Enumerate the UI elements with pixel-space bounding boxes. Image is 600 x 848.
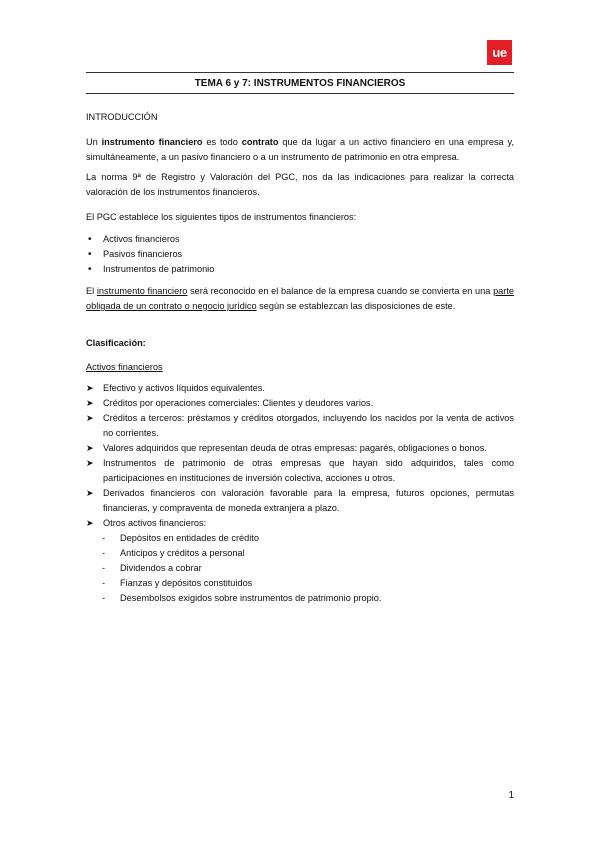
list-item: - Dividendos a cobrar (86, 561, 514, 576)
intro-paragraph-2: La norma 9ª de Registro y Valoración del PGC, nos da las indicaciones para realizar la correcta valoración de los instrumentos financieros. (86, 172, 514, 197)
page-number: 1 (508, 790, 514, 801)
list-item: ➤ Otros activos financieros: (86, 516, 514, 531)
arrow-bullet-icon: ➤ (86, 398, 94, 408)
list-item: - Fianzas y depósitos constituidos (86, 576, 514, 591)
document-title: TEMA 6 y 7: INSTRUMENTOS FINANCIEROS (194, 78, 406, 89)
classification-heading: Clasificación: (86, 338, 146, 348)
arrow-bullet-icon: ➤ (86, 458, 94, 468)
list-item: - Anticipos y créditos a personal (86, 546, 514, 561)
list-item: ➤ Efectivo y activos líquidos equivalentes. (86, 381, 514, 396)
list-item: ➤ Valores adquiridos que representan deuda de otras empresas: pagarés, obligaciones o bonos. (86, 441, 514, 456)
list-item: • Activos financieros (86, 232, 514, 247)
dash-bullet: - (102, 593, 106, 603)
list-item: ➤ Créditos por operaciones comerciales: Clientes y deudores varios. (86, 396, 514, 411)
ue-logo: ue (487, 40, 512, 65)
instrument-types-list (86, 232, 514, 277)
header-rule-top (86, 72, 514, 73)
list-item: ➤ Instrumentos de patrimonio de otras empresas que hayan sido adquiridos, tales como participaciones en instituciones de inversión colectiva, acciones u otros. (86, 458, 514, 483)
dash-bullet: - (102, 548, 106, 558)
arrow-bullet-icon: ➤ (86, 383, 94, 393)
list-item: - Desembolsos exigidos sobre instrumentos de patrimonio propio. (86, 591, 514, 606)
arrow-bullet-icon: ➤ (86, 488, 94, 498)
list-item: - Depósitos en entidades de crédito (86, 531, 514, 546)
financial-assets-list (86, 381, 514, 606)
arrow-bullet-icon: ➤ (86, 518, 94, 528)
list-item: ➤ Derivados financieros con valoración favorable para la empresa, futuros opciones, permutas financieras, y compraventa de moneda extranjera a plazo. (86, 488, 514, 513)
list-item: • Instrumentos de patrimonio (86, 262, 514, 277)
arrow-bullet-icon: ➤ (86, 413, 94, 423)
dash-bullet: - (102, 578, 106, 588)
intro-paragraph-4: El instrumento financiero será reconocido en el balance de la empresa cuando se convierta en una parte obligada de un contrato o negocio jurídico según se establezcan las disposiciones de este. (86, 286, 515, 311)
list-item: • Pasivos financieros (86, 247, 514, 262)
list-item: ➤ Créditos a terceros: préstamos y créditos otorgados, incluyendo los nacidos por la venta de activos no corrientes. (86, 413, 514, 438)
dash-bullet: - (102, 533, 106, 543)
classification-subheading: Activos financieros (86, 362, 163, 372)
dash-bullet: - (102, 563, 106, 573)
arrow-bullet-icon: ➤ (86, 443, 94, 453)
intro-paragraph-1: Un instrumento financiero es todo contrato que da lugar a un activo financiero en una empresa y, simultáneamente, a un pasivo financiero o a un instrumento de patrimonio en otra empresa. (86, 137, 514, 162)
header-rule-bottom (86, 93, 514, 94)
other-assets-sublist (86, 531, 514, 606)
intro-heading: INTRODUCCIÓN (86, 112, 158, 122)
intro-paragraph-3: El PGC establece los siguientes tipos de instrumentos financieros: (86, 212, 357, 222)
